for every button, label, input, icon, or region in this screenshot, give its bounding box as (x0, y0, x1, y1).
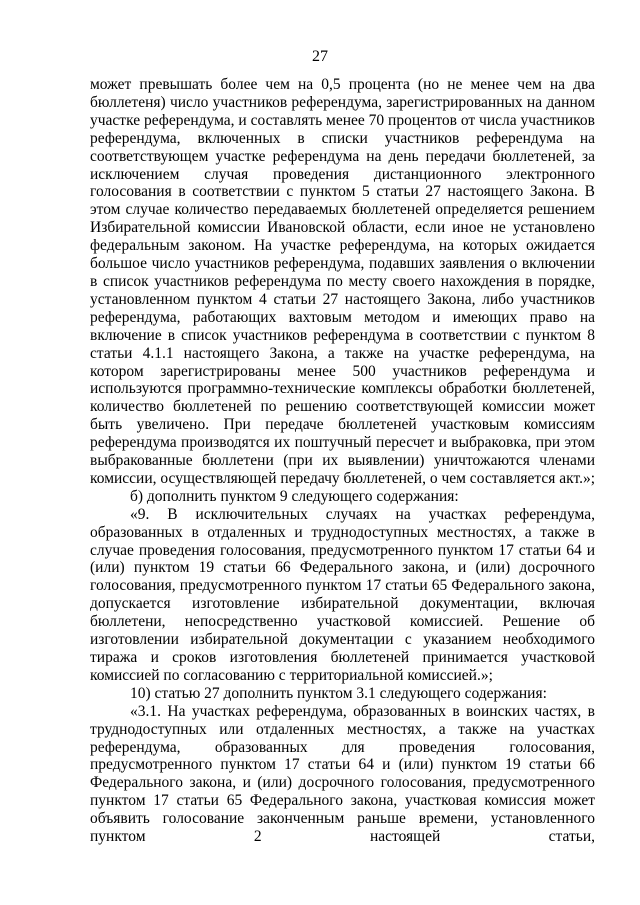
page-number: 27 (312, 48, 328, 65)
paragraph-item-3-1: «3.1. На участках референдума, образованных в воинских частях, в труднодоступных или отдаленных местностях, а также на участках референдума, образованных для проведения голосования, предусмотренного пунктом 17 статьи 64 и (или) пунктом 19 статьи 66 Федерального закона, и (или) досрочного голосования, предусмотренного пунктом 17 статьи 65 Федерального закона, участковая комиссия может объявить голосование законченным раньше времени, установленного пунктом 2 настоящей статьи, (90, 702, 595, 846)
paragraph-item-9: «9. В исключительных случаях на участках референдума, образованных в отдаленных и труднодоступных местностях, а также в случае проведения голосования, предусмотренного пунктом 17 статьи 64 и (или) пунктом 19 статьи 66 Федерального закона, и (или) досрочного голосования, предусмотренного пунктом 17 статьи 65 Федерального закона, допускается изготовление избирательной документации, включая бюллетени, непосредственно участковой комиссией. Решение об изготовлении избирательной документации с указанием необходимого тиража и сроков изготовления бюллетеней принимается участковой комиссией по согласованию с территориальной комиссией.»; (90, 505, 595, 684)
document-body (90, 76, 595, 846)
paragraph-subitem-b: б) дополнить пунктом 9 следующего содержания: (130, 487, 459, 505)
paragraph-item-10: 10) статью 27 дополнить пунктом 3.1 следующего содержания: (130, 684, 547, 702)
paragraph-continuation: может превышать более чем на 0,5 процента (но не менее чем на два бюллетеня) число участников референдума, зарегистрированных на данном участке референдума, и составлять менее 70 процентов от числа участников референдума, включенных в списки участников референдума на соответствующем участке референдума на день передачи бюллетеней, за исключением случая проведения дистанционного электронного голосования в соответствии с пунктом 5 статьи 27 настоящего Закона. В этом случае количество передаваемых бюллетеней определяется решением Избирательной комиссии Ивановской области, если иное не установлено федеральным законом. На участке референдума, на которых ожидается большое число участников референдума, подавших заявления о включении в список участников референдума по месту своего нахождения в порядке, установленном пунктом 4 статьи 27 настоящего Закона, либо участников референдума, работающих вахтовым методом и имеющих право на включение в список участников референдума в соответствии с пунктом 8 статьи 4.1.1 настоящего Закона, а также на участке референдума, на котором зарегистрированы менее 500 участников референдума и используются программно-технические комплексы обработки бюллетеней, количество бюллетеней по решению соответствующей комиссии может быть увеличено. При передаче бюллетеней участковым комиссиям референдума производятся их поштучный пересчет и выбраковка, при этом выбракованные бюллетени (при их выявлении) уничтожаются членами комиссии, осуществляющей передачу бюллетеней, о чем составляется акт.»; (90, 76, 595, 487)
